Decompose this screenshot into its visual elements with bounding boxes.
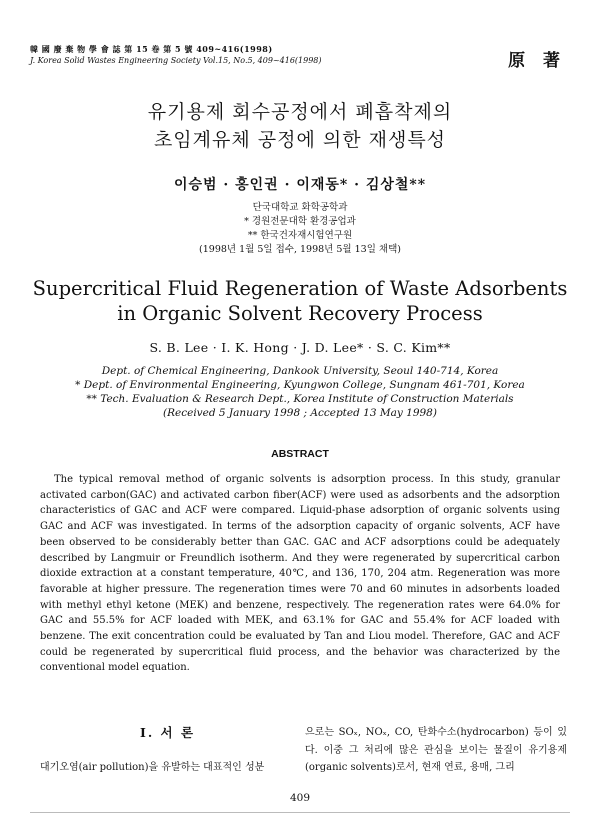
- english-authors: S. B. Lee · I. K. Hong · J. D. Lee* · S. C. Kim**: [149, 340, 451, 355]
- bottom-divider: [30, 812, 570, 813]
- english-affiliations: [0, 364, 600, 420]
- english-title-line1: Supercritical Fluid Regeneration of Waste Adsorbents: [32, 277, 568, 300]
- article-type-label: 原 著: [508, 51, 566, 71]
- journal-citation-korean: 韓 國 廢 棄 物 學 會 誌 第 15 卷 第 5 號 409~416(1998): [30, 44, 273, 54]
- page-number: 409: [289, 792, 311, 804]
- english-affiliation-1: Dept. of Chemical Engineering, Dankook University, Seoul 140-714, Korea: [101, 365, 499, 377]
- korean-authors: 이승범 · 홍인권 · 이재동* · 김상철**: [173, 177, 427, 193]
- korean-affiliation-2: * 경원전문대학 환경공업과: [244, 216, 356, 227]
- korean-dates: (1998년 1월 5일 접수, 1998년 5월 13일 채택): [199, 244, 401, 255]
- korean-affiliation-3: ** 한국건자재시험연구원: [247, 230, 353, 241]
- korean-title: [0, 98, 600, 154]
- section-heading-introduction: Ⅰ. 서 론: [140, 725, 196, 740]
- english-title-line2: in Organic Solvent Recovery Process: [117, 302, 483, 325]
- english-affiliation-3: ** Tech. Evaluation & Research Dept., Korea Institute of Construction Materials: [86, 393, 514, 405]
- korean-title-line1: 유기용제 회수공정에서 폐흡착제의: [147, 101, 453, 123]
- english-title: [0, 276, 600, 326]
- abstract-body: The typical removal method of organic solvents is adsorption process. In this study, granular activated carbon(GAC) and activated carbon fiber(ACF) were used as adsorbents and the adsorption characteristics of GAC and ACF were compared. Liquid-phase adsorption of organic solvents using GAC and ACF was investigated. In terms of the adsorption capacity of organic solvents, ACF have been observed to be considerably better than GAC. GAC and ACF adsorptions could be adequately described by Langmuir or Freundlich isotherm. And they were regenerated by supercritical carbon dioxide extraction at a constant temperature, 40℃, and 136, 170, 204 atm. Regeneration was more favorable at higher pressure. The regeneration times were 70 and 60 minutes in adsorbents loaded with methyl ethyl ketone (MEK) and benzene, respectively. The regeneration rates were 64.0% for GAC and 55.5% for ACF loaded with MEK, and 63.1% for GAC and 55.4% for ACF loaded with benzene. The exit concentration could be evaluated by Tan and Liou model. Therefore, GAC and ACF could be regenerated by supercritical fluid process, and the behavior was characterized by the conventional model equation.: [40, 474, 560, 674]
- abstract-heading: ABSTRACT: [271, 448, 329, 460]
- korean-affiliation-1: 단국대학교 화학공학과: [252, 202, 348, 213]
- journal-info: [30, 44, 322, 66]
- intro-right-column-text: 으로는 SOₓ, NOₓ, CO, 탄화수소(hydrocarbon) 등이 있다. 이중 그 처리에 많은 관심을 보이는 물질이 유기용제(organic solvents)로서, 현재 연료, 용매, 그리: [305, 727, 567, 773]
- english-affiliation-2: * Dept. of Environmental Engineering, Kyungwon College, Sungnam 461-701, Korea: [75, 379, 525, 391]
- english-dates: (Received 5 January 1998 ; Accepted 13 May 1998): [163, 407, 437, 419]
- intro-left-column-text: 대기오염(air pollution)을 유발하는 대표적인 성분: [40, 762, 265, 773]
- korean-affiliations: [0, 201, 600, 257]
- journal-citation-english: J. Korea Solid Wastes Engineering Society Vol.15, No.5, 409~416(1998): [30, 56, 322, 65]
- korean-title-line2: 초임계유체 공정에 의한 재생특성: [153, 129, 447, 151]
